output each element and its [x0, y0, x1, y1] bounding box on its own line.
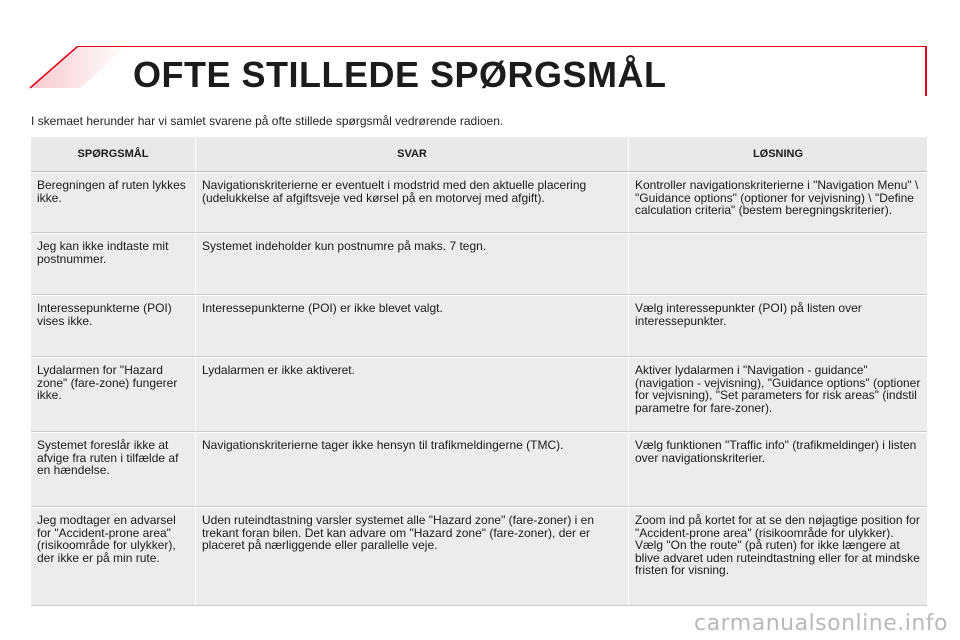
answer-cell: Interessepunkterne (POI) er ikke blevet valgt.	[195, 295, 628, 357]
header-fade-triangle	[30, 46, 128, 88]
solution-cell: Vælg interessepunkter (POI) på listen over interessepunkter.	[628, 295, 927, 357]
table-row	[31, 172, 927, 233]
intro-text: I skemaet herunder har vi samlet svarene på ofte stillede spørgsmål vedrørende radioen.	[31, 114, 504, 128]
question-cell: Interessepunkterne (POI) vises ikke.	[31, 295, 195, 357]
solution-cell: Zoom ind på kortet for at se den nøjagtige position for "Accident-prone area" (risikoområde for ulykker). Vælg "On the route" (på ruten) for ikke længere at blive advaret uden ruteindtastning eller for at mindske fristen for visning.	[628, 507, 927, 606]
question-cell: Lydalarmen for "Hazard zone" (fare-zone) fungerer ikke.	[31, 357, 195, 432]
question-cell: Systemet foreslår ikke at afvige fra ruten i tilfælde af en hændelse.	[31, 432, 195, 507]
solution-cell	[628, 233, 927, 295]
answer-cell: Systemet indeholder kun postnumre på maks. 7 tegn.	[195, 233, 628, 295]
answer-cell: Lydalarmen er ikke aktiveret.	[195, 357, 628, 432]
column-header-solution: LØSNING	[628, 137, 927, 172]
table-header-row	[31, 137, 927, 172]
column-header-answer: SVAR	[195, 137, 628, 172]
table-row	[31, 295, 927, 357]
solution-cell: Vælg funktionen "Traffic info" (trafikmeldinger) i listen over navigationskriterier.	[628, 432, 927, 507]
question-cell: Jeg modtager en advarsel for "Accident-prone area" (risikoområde for ulykker), der ikke er på min rute.	[31, 507, 195, 606]
answer-cell: Navigationskriterierne tager ikke hensyn til trafikmeldingerne (TMC).	[195, 432, 628, 507]
table-row	[31, 357, 927, 432]
question-cell: Jeg kan ikke indtaste mit postnummer.	[31, 233, 195, 295]
solution-cell: Kontroller navigationskriterierne i "Navigation Menu" \ "Guidance options" (optioner for vejvisning) \ "Define calculation criteria" (bestem beregningskriterier).	[628, 172, 927, 233]
watermark: carmanualsonline.info	[694, 611, 948, 636]
column-header-question: SPØRGSMÅL	[31, 137, 195, 172]
answer-cell: Uden ruteindtastning varsler systemet alle "Hazard zone" (fare-zoner) i en trekant foran bilen. Det kan advare om "Hazard zone" (fare-zoner), der er placeret på nærliggende eller parallelle veje.	[195, 507, 628, 606]
solution-cell: Aktiver lydalarmen i "Navigation - guidance" (navigation - vejvisning), "Guidance options" (optioner for vejvisning), "Set parameters for risk areas" (indstil parametre for fare-zoner).	[628, 357, 927, 432]
question-cell: Beregningen af ruten lykkes ikke.	[31, 172, 195, 233]
table-row	[31, 233, 927, 295]
answer-cell: Navigationskriterierne er eventuelt i modstrid med den aktuelle placering (udelukkelse af afgiftsveje ved kørsel på en motorvej med afgift).	[195, 172, 628, 233]
faq-table	[31, 137, 927, 606]
table-row	[31, 432, 927, 507]
page-title: OFTE STILLEDE SPØRGSMÅL	[133, 54, 667, 95]
table-row	[31, 507, 927, 606]
